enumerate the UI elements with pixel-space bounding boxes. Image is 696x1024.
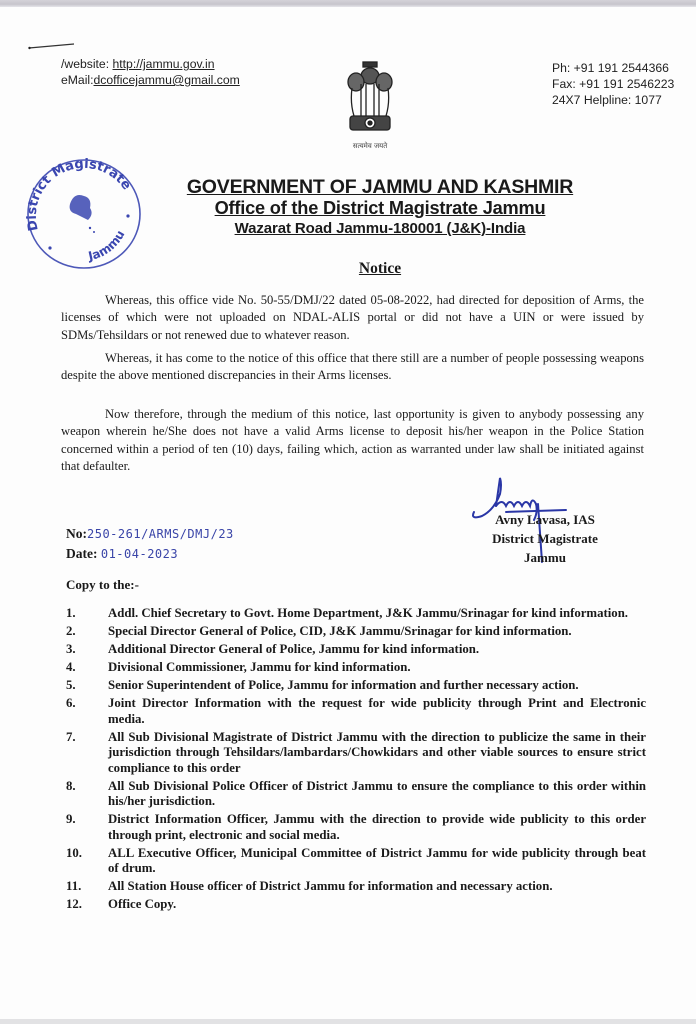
government-title: GOVERNMENT OF JAMMU AND KASHMIR [186,176,574,198]
national-emblem-icon [344,58,396,144]
office-address: Wazarat Road Jammu-180001 (J&K)-India [234,220,526,237]
website-link[interactable]: http://jammu.gov.in [112,57,215,71]
pen-mark [28,42,76,50]
stamp-bottom-text: Jammu [87,227,128,264]
copy-to-item: 1. Addl. Chief Secretary to Govt. Home Department, J&K Jammu/Srinagar for kind information. [66,606,629,620]
phone-number: Ph: +91 191 2544366 [552,61,669,75]
website-label: /website: [61,57,113,71]
reference-date-line [66,544,234,564]
copy-to-item: 3. Additional Director General of Police, Jammu for kind information. [66,641,480,656]
copy-to-item: 11. All Station House officer of District Jammu for information and necessary action. [66,879,553,894]
copy-to-item: 12. Office Copy. [66,897,177,912]
copy-to-list [66,606,646,915]
scan-top-edge [0,0,696,7]
svg-text:Jammu [86,228,127,264]
email-link[interactable]: dcofficejammu@gmail.com [93,73,240,87]
website-line [61,56,240,72]
copy-to-item: 4. Divisional Commissioner, Jammu for kind information. [66,659,411,674]
signatory-designation: District Magistrate [492,531,598,546]
reference-number-label: No: [66,526,87,541]
copy-to-item: 6. Joint Director Information with the request for wide publicity through Print and Electronic media. [66,695,646,726]
letterhead-contact-right [552,60,674,108]
helpline-number: 24X7 Helpline: 1077 [552,93,662,107]
signatory-location: Jammu [524,550,566,565]
scan-bottom-edge [0,1019,696,1024]
copy-to-item: 2. Special Director General of Police, CID, J&K Jammu/Srinagar for kind information. [66,623,572,638]
stamp-top-text: District Magistrate [24,156,134,233]
fax-number: Fax: +91 191 2546223 [552,77,675,91]
letterhead-contact-left [61,56,240,88]
copy-to-item: 7. All Sub Divisional Magistrate of District Jammu with the direction to publicize the same in their jurisdiction through Tehsildars/lambardars/Chowkidars and other viable sources to ensure strict compliance to this order [66,729,646,775]
office-heading [150,176,610,238]
district-magistrate-stamp [20,152,148,274]
copy-to-item: 10. ALL Executive Officer, Municipal Committee of District Jammu for wide publicity through beat of drum. [66,845,646,876]
reference-block [66,524,234,564]
copy-to-item: 5. Senior Superintendent of Police, Jammu for information and further necessary action. [66,677,579,692]
office-title: Office of the District Magistrate Jammu [214,198,546,218]
notice-paragraph-1: Whereas, this office vide No. 50-55/DMJ/22 dated 05-08-2022, had directed for deposition of Arms, the licenses of which were not uploaded on NDAL-ALIS portal or did not have a UIN or were issued by SDMs/Tehsildars or not renewed due to whatever reason. [61,293,644,342]
email-label: eMail: [61,73,94,87]
copy-to-item: 8. All Sub Divisional Police Officer of District Jammu to ensure the compliance to this order within his/her jurisdiction. [66,778,646,809]
notice-paragraph-3: Now therefore, through the medium of this notice, last opportunity is given to anybody possessing any weapon wherein he/She does not have a valid Arms license to deposit his/her weapon in the Police Station concerned within a period of ten (10) days, failing which, action as warranted under law shall be initiated against that defaulter. [61,407,644,473]
svg-text:District Magistrate [25,157,134,232]
notice-paragraph-2: Whereas, it has come to the notice of this office that there still are a number of people possessing weapons despite the above mentioned discrepancies in their Arms licenses. [61,351,644,383]
signatory-block [455,510,635,567]
reference-date-value: 01-04-2023 [100,547,179,561]
copy-to-label: Copy to the:- [66,577,139,592]
reference-date-label: Date: [66,546,98,561]
emblem-motto: सत्यमेव जयते [352,142,388,150]
notice-title: Notice [358,260,402,277]
reference-number-value: 250-261/ARMS/DMJ/23 [87,527,234,541]
email-line [61,72,240,88]
signatory-name: Avny Lavasa, IAS [495,512,595,527]
reference-number-line [66,524,234,544]
copy-to-item: 9. District Information Officer, Jammu with the direction to provide wide publicity to this order through print, electronic and social media. [66,812,646,842]
